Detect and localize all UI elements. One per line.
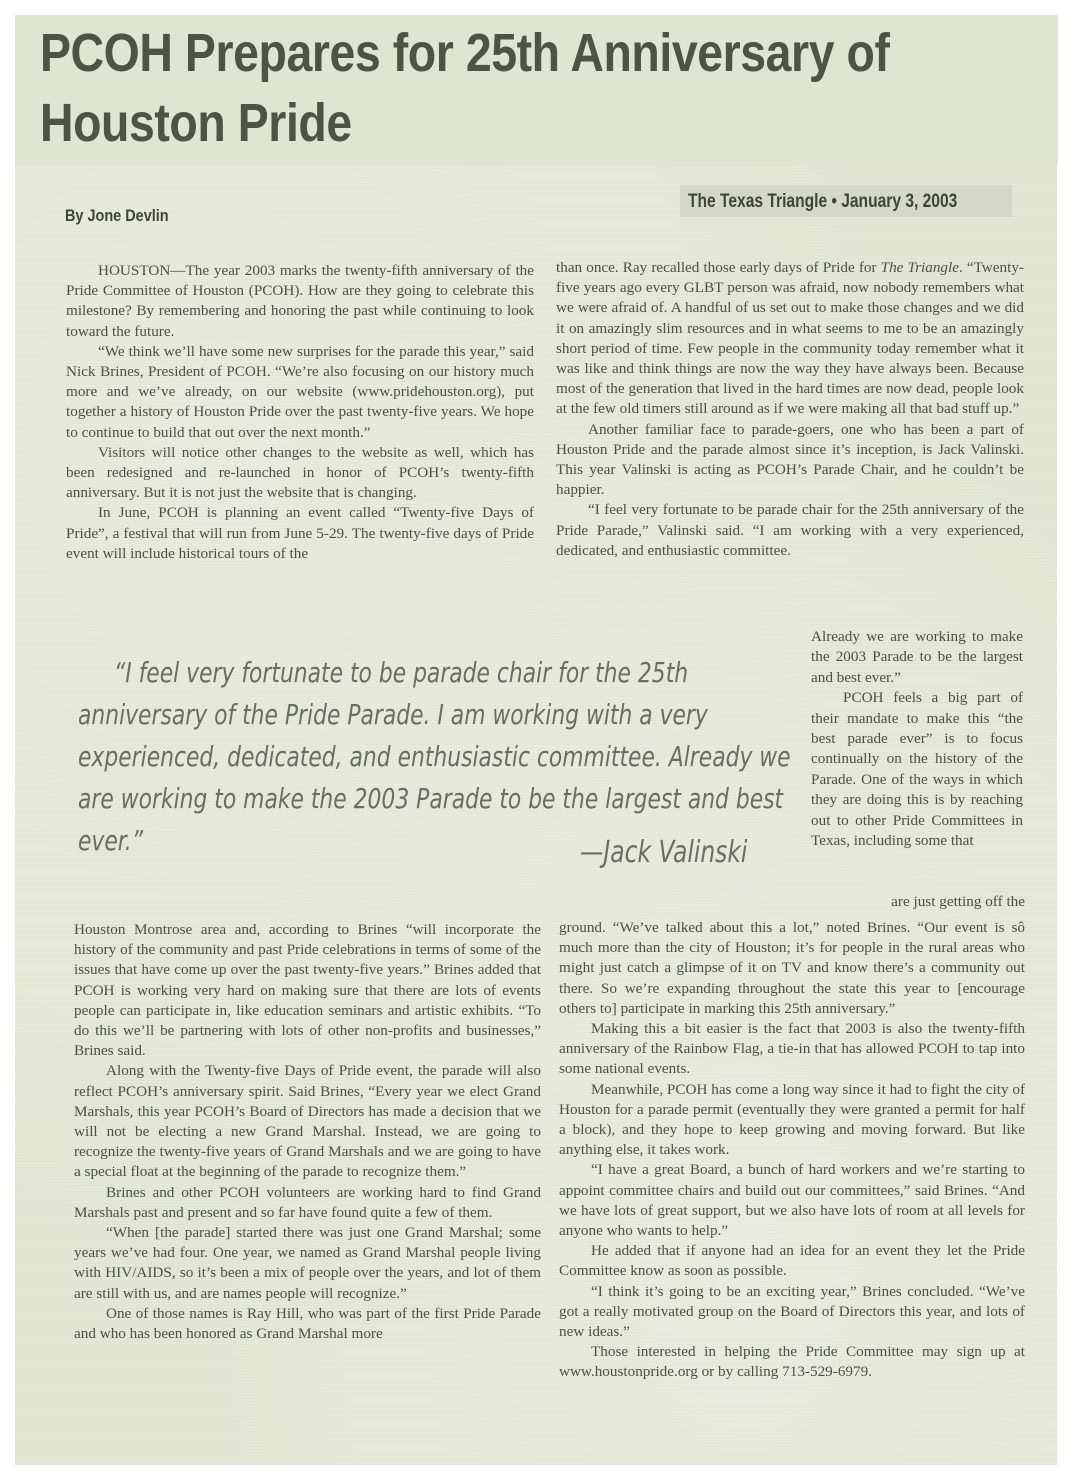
- paragraph: “When [the parade] started there was just one Grand Marshal; some years we’ve had four. One year, we named as Grand Marshal people living with HIV/AIDS, so it’s been a mix of people over the years, and lot of them are still with us, and are names people will recognize.”: [74, 1224, 541, 1302]
- paragraph: Brines and other PCOH volunteers are working hard to find Grand Marshals past and present and so far have found quite a few of them.: [74, 1183, 541, 1221]
- source-banner: [680, 185, 1012, 217]
- headline-line-2: Houston Pride: [40, 93, 352, 153]
- paragraph: [556, 258, 1024, 420]
- paragraph: One of those names is Ray Hill, who was part of the first Pride Parade and who has been honored as Grand Marshal more: [74, 1304, 541, 1343]
- publication-name: The Triangle: [880, 259, 959, 276]
- paragraph: Houston Montrose area and, according to Brines “will incorporate the history of the community and past Pride celebrations in terms of some of the issues that have come up over the past twenty-five years.” Brines added that PCOH is working very hard on making sure that there are lots of events people can participate in, like education seminars and artistic exhibits. “To do this we’ll be partnering with lots of other non-profits and businesses,” Brines said.: [74, 921, 541, 1060]
- paragraph: Making this a bit easier is the fact that 2003 is also the twenty-fifth anniversary of the Rainbow Flag, a tie-in that has allowed PCOH to tap into some national events.: [559, 1020, 1025, 1078]
- paragraph: “I have a great Board, a bunch of hard workers and we’re starting to appoint committee chairs and build out our committees,” said Brines. “And we have lots of great support, but we also have lots of room at all levels for anyone who wants to help.”: [559, 1161, 1025, 1240]
- paragraph: He added that if anyone had an idea for an event they let the Pride Committee know as soon as possible.: [559, 1242, 1025, 1280]
- paragraph: PCOH feels a big part of their mandate to make this “the best parade ever” is to focus continually on the history of the Parade. One of the ways in which they are doing this is by reaching out to other Pride Committees in Texas, including some that: [811, 689, 1023, 850]
- column-1-top: [66, 261, 534, 564]
- byline: By Jone Devlin: [65, 206, 169, 225]
- paragraph: “I feel very fortunate to be parade chair for the 25th anniversary of the Pride Parade,” Valinski said. “I am working with a very experienced, dedicated, and enthusiastic committee.: [556, 501, 1024, 559]
- headline-line-1: PCOH Prepares for 25th Anniversary of: [40, 23, 890, 83]
- sidebar-column-tail: [559, 892, 1025, 912]
- paragraph: Meanwhile, PCOH has come a long way since it had to fight the city of Houston for a parade permit (eventually they were granted a permit for half a block), and they hope to keep growing and moving forward. But like anything else, it takes work.: [559, 1080, 1026, 1159]
- column-2-bottom: [559, 918, 1025, 1383]
- paragraph: “I think it’s going to be an exciting year,” Brines concluded. “We’ve got a really motivated group on the Board of Directors this year, and lots of new ideas.”: [559, 1282, 1025, 1341]
- paragraph: ground. “We’ve talked about this a lot,” noted Brines. “Our event is sô much more than the city of Houston; it’s for people in the rural areas who might just catch a glimpse of it on TV and know there’s a community out there. So we’re expanding throughout the state this year to [encourage others to] participate in marking this 25th anniversary.”: [559, 919, 1025, 1017]
- paragraph: “We think we’ll have some new surprises for the parade this year,” said Nick Brines, President of PCOH. “We’re also focusing on our history much more and we’ve already, on our website (www.pridehouston.org), put together a history of Houston Pride over the past twenty-five years. We hope to continue to build that out over the next month.”: [66, 342, 534, 441]
- paragraph: Another familiar face to parade-goers, one who has been a part of Houston Pride and the parade almost since it’s inception, is Jack Valinski. This year Valinski is acting as PCOH’s Parade Chair, and he couldn’t be happier.: [556, 420, 1024, 499]
- pull-quote: “I feel very fortunate to be parade chair for the 25th anniversary of the Pride Parade. I am working with a very experienced, dedicated, and enthusiastic committee. Already we are working to make the 2003 Parade to be the largest and best ever.”: [78, 656, 791, 857]
- paragraph: Along with the Twenty-five Days of Pride event, the parade will also reflect PCOH’s anniversary spirit. Said Brines, “Every year we elect Grand Marshals, this year PCOH’s Board of Directors has made a decision that we will not be electing a new Grand Marshal. Instead, we are going to recognize the twenty-five years of Grand Marshals and we are going to have a special float at the beginning of the parade to recognize them.”: [74, 1062, 541, 1181]
- text-run: . “Twenty-five years ago every GLBT person was afraid, now nobody remembers what we were afraid of. A handful of us set out to make those changes and we did it on amazingly slim resources and in what seems to me to be an amazingly short period of time. Few people in the community today remember what it was like and think things are now the way they have always been. Because most of the generation that lived in the hard times are now dead, people look at the few old timers still around as if we were making all that bad stuff up.”: [556, 259, 1024, 418]
- column-1-bottom: [74, 920, 541, 1344]
- paragraph: HOUSTON—The year 2003 marks the twenty-fifth anniversary of the Pride Committee of Houston (PCOH). How are they going to celebrate this milestone? By remembering and honoring the past while continuing to look toward the future.: [66, 262, 534, 340]
- column-2-top: [556, 258, 1024, 561]
- sidebar-column: [811, 627, 1023, 851]
- paragraph: Those interested in helping the Pride Committee may sign up at www.houstonpride.org or by calling 713-529-6979.: [559, 1343, 1025, 1381]
- pull-quote-attribution: —Jack Valinski: [580, 835, 748, 870]
- paragraph: Already we are working to make the 2003 Parade to be the largest and best ever.”: [811, 628, 1023, 686]
- paragraph-fragment: are just getting off the: [891, 893, 1025, 910]
- text-run: than once. Ray recalled those early days of Pride for: [556, 259, 881, 276]
- paragraph: Visitors will notice other changes to the website as well, which has been redesigned and re-launched in honor of PCOH’s twenty-fifth anniversary. But it is not just the website that is changing.: [66, 443, 534, 502]
- publication-date: The Texas Triangle • January 3, 2003: [688, 191, 958, 212]
- paragraph: In June, PCOH is planning an event called “Twenty-five Days of Pride”, a festival that will run from June 5-29. The twenty-five days of Pride event will include historical tours of the: [66, 504, 534, 562]
- article-headline: [40, 18, 917, 158]
